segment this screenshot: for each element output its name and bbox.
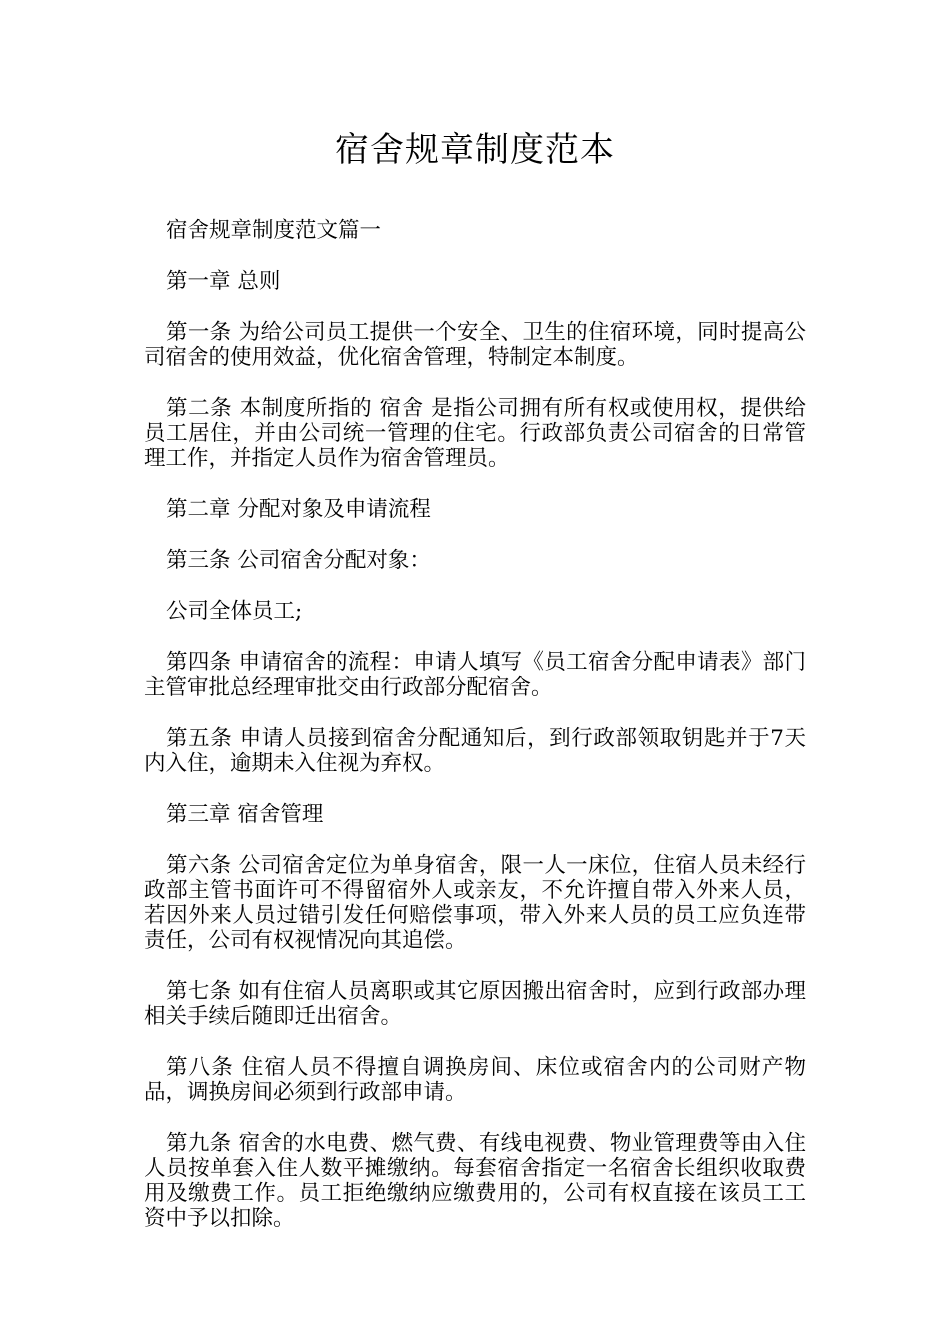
paragraph-heading-article: 宿舍规章制度范文篇一 <box>166 218 382 243</box>
paragraph-article-1: 第一条 为给公司员工提供一个安全、卫生的住宿环境，同时提高公司宿舍的使用效益，优化宿舍管理，特制定本制度。 <box>144 320 806 370</box>
paragraph-article-2: 第二条 本制度所指的 宿舍 是指公司拥有所有权或使用权，提供给员工居住，并由公司统一管理的住宅。行政部负责公司宿舍的日常管理工作，并指定人员作为宿舍管理员。 <box>144 396 806 471</box>
paragraph-article-3: 第三条 公司宿舍分配对象： <box>166 548 431 573</box>
paragraph-all-staff: 公司全体员工; <box>166 599 303 624</box>
paragraph-article-6: 第六条 公司宿舍定位为单身宿舍，限一人一床位，住宿人员未经行政部主管书面许可不得留宿外人或亲友，不允许擅自带入外来人员，若因外来人员过错引发任何赔偿事项，带入外来人员的员工应负连带责任，公司有权视情况向其追偿。 <box>144 853 806 953</box>
paragraph-article-7: 第七条 如有住宿人员离职或其它原因搬出宿舍时，应到行政部办理相关手续后随即迁出宿舍。 <box>144 979 806 1029</box>
paragraph-article-8: 第八条 住宿人员不得擅自调换房间、床位或宿舍内的公司财产物品，调换房间必须到行政部申请。 <box>144 1055 806 1105</box>
paragraph-chapter-3: 第三章 宿舍管理 <box>166 802 324 827</box>
paragraph-chapter-2: 第二章 分配对象及申请流程 <box>166 497 431 522</box>
document-body <box>144 218 806 1231</box>
paragraph-chapter-1: 第一章 总则 <box>166 269 281 294</box>
document-title: 宿舍规章制度范本 <box>335 130 615 170</box>
paragraph-article-9: 第九条 宿舍的水电费、燃气费、有线电视费、物业管理费等由入住人员按单套入住人数平摊缴纳。每套宿舍指定一名宿舍长组织收取费用及缴费工作。员工拒绝缴纳应缴费用的，公司有权直接在该员工工资中予以扣除。 <box>144 1131 806 1231</box>
paragraph-article-5: 第五条 申请人员接到宿舍分配通知后，到行政部领取钥匙并于7天内入住，逾期未入住视为弃权。 <box>144 726 806 776</box>
paragraph-article-4: 第四条 申请宿舍的流程：申请人填写《员工宿舍分配申请表》部门主管审批总经理审批交由行政部分配宿舍。 <box>144 650 806 700</box>
